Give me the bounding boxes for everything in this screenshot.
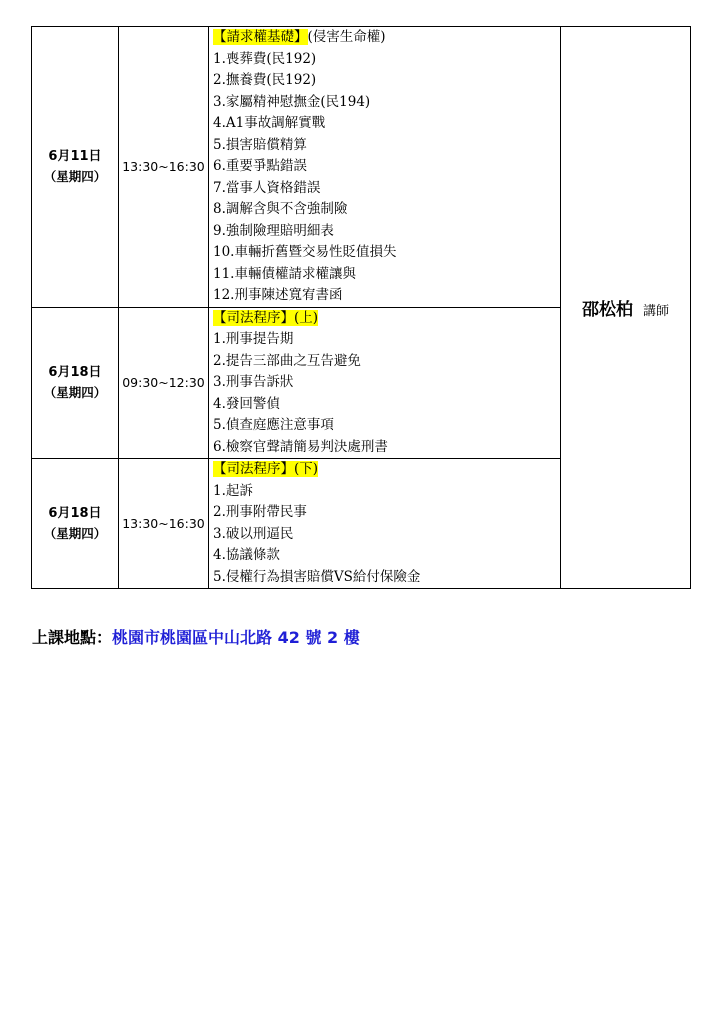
list-item: 1.刑事提告期	[213, 331, 294, 347]
teacher-cell	[561, 27, 691, 589]
location-label: 上課地點：	[32, 628, 113, 647]
list-item: 2.撫養費(民192)	[213, 72, 317, 88]
list-item: 4.協議條款	[213, 547, 280, 563]
teacher-name: 邵松柏	[581, 300, 633, 320]
list-item: 9.強制險理賠明細表	[213, 222, 334, 239]
session-date-cell	[32, 307, 119, 459]
list-item: 1.起訴	[213, 482, 253, 499]
session-weekday: （星期四）	[43, 168, 107, 184]
session-content	[209, 459, 561, 589]
list-item: 11.車輛債權請求權讓與	[213, 265, 356, 282]
location-address: 桃園市桃園區中山北路 42 號 2 樓	[112, 628, 360, 647]
session-date: 6月18日	[48, 505, 102, 521]
session-date: 6月11日	[48, 148, 102, 164]
session-weekday: （星期四）	[43, 384, 107, 400]
list-item: 2.刑事附帶民事	[213, 504, 307, 520]
session-time: 13:30~16:30	[119, 27, 209, 308]
session-weekday: （星期四）	[43, 525, 107, 541]
session-date-cell	[32, 27, 119, 308]
section-heading	[213, 27, 560, 49]
class-location	[32, 625, 360, 648]
list-item: 10.車輛折舊暨交易性貶值損失	[213, 244, 397, 260]
list-item: 5.侵權行為損害賠償VS給付保險金	[213, 568, 421, 585]
list-item: 8.調解含與不含強制險	[213, 201, 348, 217]
list-item: 5.偵查庭應注意事項	[213, 417, 334, 433]
section-title: 【司法程序】(上)	[213, 309, 319, 326]
section-heading	[213, 459, 560, 481]
list-item: 2.提告三部曲之互告避免	[213, 352, 361, 369]
list-item: 12.刑事陳述寬宥書函	[213, 287, 343, 303]
list-item: 5.損害賠償精算	[213, 136, 307, 153]
list-item: 7.當事人資格錯誤	[213, 179, 321, 196]
session-content	[209, 27, 561, 308]
section-note: (侵害生命權)	[307, 29, 386, 45]
list-item: 4.發回警偵	[213, 395, 280, 412]
section-title: 【請求權基礎】	[213, 29, 308, 45]
section-heading	[213, 308, 560, 330]
teacher-title: 講師	[642, 304, 669, 319]
session-content	[209, 307, 561, 459]
list-item: 6.重要爭點錯誤	[213, 158, 307, 174]
list-item: 3.刑事告訴狀	[213, 374, 294, 390]
session-row-1	[32, 27, 691, 308]
schedule-table	[31, 26, 691, 589]
session-date: 6月18日	[48, 364, 102, 380]
list-item: 6.檢察官聲請簡易判決處刑書	[213, 438, 388, 455]
session-time: 09:30~12:30	[119, 307, 209, 459]
list-item: 4.A1事故調解實戰	[213, 115, 326, 131]
section-title: 【司法程序】(下)	[213, 461, 319, 477]
list-item: 3.家屬精神慰撫金(民194)	[213, 93, 371, 110]
list-item: 1.喪葬費(民192)	[213, 50, 317, 67]
list-item: 3.破以刑逼民	[213, 525, 294, 542]
session-date-cell	[32, 459, 119, 589]
session-time: 13:30~16:30	[119, 459, 209, 589]
